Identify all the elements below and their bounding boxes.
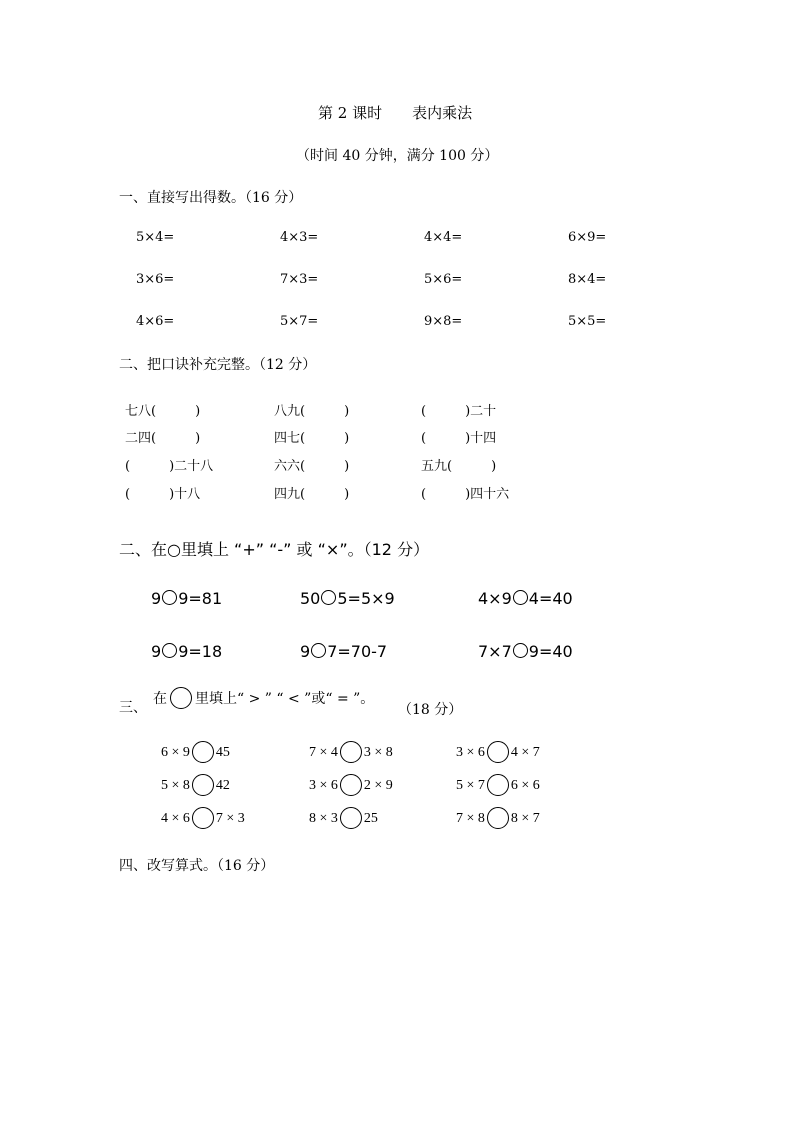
operator-circle-icon: [321, 590, 336, 605]
operator-fill-item: [300, 642, 387, 661]
calc-item: 4×4=: [424, 230, 463, 245]
multiplication-rhyme-item: 二四( ): [125, 431, 201, 446]
calc-item: 5×5=: [568, 314, 607, 329]
compare-item: [309, 775, 393, 797]
compare-right: 7 × 3: [215, 811, 245, 827]
compare-circle-icon: [192, 774, 214, 796]
compare-item: [456, 775, 540, 797]
calc-item: 4×6=: [136, 314, 175, 329]
section5-heading: 四、改写算式。（16 分）: [119, 858, 275, 874]
operand-right: 9=81: [178, 589, 223, 608]
section2-heading: 二、把口诀补充完整。（12 分）: [119, 357, 317, 373]
multiplication-rhyme-item: 八九( ): [274, 404, 350, 419]
compare-right: 2 × 9: [363, 778, 393, 794]
multiplication-rhyme-item: ( )二十: [421, 404, 497, 419]
compare-left: 5 × 8: [161, 778, 190, 794]
compare-right: 4 × 7: [510, 745, 540, 761]
section3-heading: 二、在○里填上 “+” “-” 或 “×”。（12 分）: [119, 540, 430, 559]
compare-item: [161, 808, 245, 830]
compare-left: 3 × 6: [309, 778, 338, 794]
multiplication-rhyme-item: ( )四十六: [421, 487, 510, 502]
section4-heading-text-b: 里填上“ > ” “ < ”或“ = ”。: [195, 691, 375, 707]
calc-item: 5×7=: [280, 314, 319, 329]
calc-item: 5×4=: [136, 230, 175, 245]
calc-item: 7×3=: [280, 272, 319, 287]
operand-right: 7=70-7: [327, 642, 388, 661]
section4-heading-main: [153, 688, 374, 710]
operator-fill-item: [300, 589, 395, 608]
compare-right: 8 × 7: [510, 811, 540, 827]
calc-item: 9×8=: [424, 314, 463, 329]
compare-right: 6 × 6: [510, 778, 540, 794]
compare-right: 25: [363, 811, 378, 827]
compare-item: [309, 742, 393, 764]
answer-circle-icon: [170, 687, 192, 709]
multiplication-rhyme-item: 五九( ): [421, 459, 497, 474]
compare-right: 42: [215, 778, 230, 794]
compare-left: 6 × 9: [161, 745, 190, 761]
operand-left: 9: [151, 642, 162, 661]
multiplication-rhyme-item: 四七( ): [274, 431, 350, 446]
compare-left: 7 × 4: [309, 745, 338, 761]
calc-item: 6×9=: [568, 230, 607, 245]
compare-left: 5 × 7: [456, 778, 485, 794]
multiplication-rhyme-item: 四九( ): [274, 487, 350, 502]
section4-heading-prefix: 三、: [119, 700, 147, 716]
operand-left: 7×7: [478, 642, 512, 661]
calc-item: 3×6=: [136, 272, 175, 287]
operand-left: 9: [151, 589, 162, 608]
operand-right: 4=40: [528, 589, 573, 608]
section1-heading: 一、直接写出得数。（16 分）: [119, 190, 303, 206]
operator-circle-icon: [311, 643, 326, 658]
operator-fill-item: [151, 642, 222, 661]
page-subtitle: （时间 40 分钟，满分 100 分）: [296, 148, 499, 164]
compare-circle-icon: [192, 741, 214, 763]
compare-left: 8 × 3: [309, 811, 338, 827]
compare-item: [456, 808, 540, 830]
calc-item: 4×3=: [280, 230, 319, 245]
multiplication-rhyme-item: ( )十四: [421, 431, 497, 446]
operator-circle-icon: [513, 590, 528, 605]
page-title: 第 2 课时 表内乘法: [318, 104, 473, 122]
operand-right: 5=5×9: [337, 589, 395, 608]
section4-heading-score: （18 分）: [398, 702, 463, 718]
calc-item: 5×6=: [424, 272, 463, 287]
compare-circle-icon: [340, 807, 362, 829]
compare-item: [456, 742, 540, 764]
operator-fill-item: [478, 642, 573, 661]
compare-item: [161, 775, 230, 797]
operand-left: 4×9: [478, 589, 512, 608]
compare-left: 4 × 6: [161, 811, 190, 827]
compare-item: [309, 808, 378, 830]
operator-circle-icon: [513, 643, 528, 658]
compare-circle-icon: [487, 807, 509, 829]
operand-right: 9=18: [178, 642, 223, 661]
operator-circle-icon: [162, 643, 177, 658]
operator-circle-icon: [162, 590, 177, 605]
compare-left: 7 × 8: [456, 811, 485, 827]
compare-right: 45: [215, 745, 230, 761]
compare-circle-icon: [487, 741, 509, 763]
calc-item: 8×4=: [568, 272, 607, 287]
multiplication-rhyme-item: 七八( ): [125, 404, 201, 419]
operand-left: 50: [300, 589, 321, 608]
section4-heading-text-a: 在: [153, 691, 167, 707]
multiplication-rhyme-item: ( )十八: [125, 487, 201, 502]
compare-item: [161, 742, 230, 764]
compare-right: 3 × 8: [363, 745, 393, 761]
multiplication-rhyme-item: 六六( ): [274, 459, 350, 474]
compare-circle-icon: [487, 774, 509, 796]
multiplication-rhyme-item: ( )二十八: [125, 459, 214, 474]
compare-circle-icon: [192, 807, 214, 829]
operand-left: 9: [300, 642, 311, 661]
compare-circle-icon: [340, 774, 362, 796]
operand-right: 9=40: [528, 642, 573, 661]
operator-fill-item: [478, 589, 573, 608]
operator-fill-item: [151, 589, 222, 608]
section4-heading: [119, 697, 147, 717]
compare-left: 3 × 6: [456, 745, 485, 761]
compare-circle-icon: [340, 741, 362, 763]
